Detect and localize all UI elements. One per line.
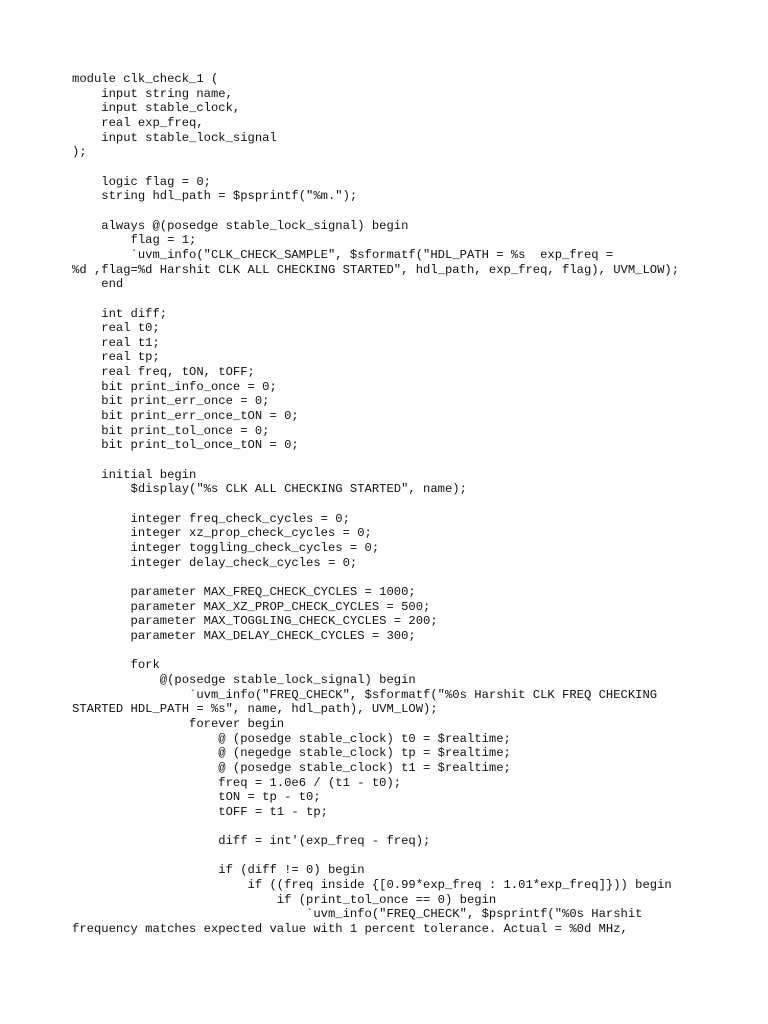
code-line: string hdl_path = $psprintf("%m.");	[72, 189, 358, 204]
code-line: diff = int'(exp_freq - freq);	[72, 834, 431, 849]
code-line: tOFF = t1 - tp;	[72, 804, 328, 819]
code-line: bit print_err_once_tON = 0;	[72, 409, 299, 424]
code-line: @ (posedge stable_clock) t0 = $realtime;	[72, 731, 511, 746]
code-line: real tp;	[72, 350, 160, 365]
code-line: STARTED HDL_PATH = %s", name, hdl_path), UVM_LOW);	[72, 702, 438, 717]
blank-line	[72, 292, 762, 307]
code-line: `uvm_info("CLK_CHECK_SAMPLE", $sformatf("HDL_PATH = %s exp_freq =	[72, 247, 614, 262]
code-line: %d ,flag=%d Harshit CLK ALL CHECKING STARTED", hdl_path, exp_freq, flag), UVM_LOW);	[72, 262, 680, 277]
code-line: input string name,	[72, 86, 233, 101]
code-line: real t1;	[72, 335, 160, 350]
code-line: @(posedge stable_lock_signal) begin	[72, 672, 416, 687]
code-line: bit print_err_once = 0;	[72, 394, 270, 409]
code-line: if (print_tol_once == 0) begin	[72, 892, 497, 907]
code-line: fork	[72, 658, 160, 673]
code-line: int diff;	[72, 306, 168, 321]
blank-line	[72, 644, 762, 659]
blank-line	[72, 453, 762, 468]
code-line: parameter MAX_DELAY_CHECK_CYCLES = 300;	[72, 628, 416, 643]
code-line: parameter MAX_XZ_PROP_CHECK_CYCLES = 500;	[72, 599, 431, 614]
code-line: always @(posedge stable_lock_signal) begin	[72, 218, 409, 233]
code-line: bit print_info_once = 0;	[72, 379, 277, 394]
code-block	[72, 72, 762, 937]
code-line: real t0;	[72, 321, 160, 336]
code-line: real exp_freq,	[72, 115, 204, 130]
blank-line	[72, 204, 762, 219]
code-line: forever begin	[72, 716, 285, 731]
code-line: logic flag = 0;	[72, 174, 211, 189]
code-line: );	[72, 145, 87, 160]
code-line: flag = 1;	[72, 233, 197, 248]
code-line: `uvm_info("FREQ_CHECK", $psprintf("%0s Harshit	[72, 907, 643, 922]
code-line: end	[72, 277, 124, 292]
code-line: integer delay_check_cycles = 0;	[72, 555, 358, 570]
code-line: real freq, tON, tOFF;	[72, 365, 255, 380]
code-line: $display("%s CLK ALL CHECKING STARTED", name);	[72, 482, 467, 497]
code-line: @ (negedge stable_clock) tp = $realtime;	[72, 746, 511, 761]
blank-line	[72, 160, 762, 175]
blank-line	[72, 849, 762, 864]
code-line: tON = tp - t0;	[72, 790, 321, 805]
code-line: frequency matches expected value with 1 percent tolerance. Actual = %0d MHz,	[72, 922, 628, 937]
blank-line	[72, 819, 762, 834]
code-line: integer freq_check_cycles = 0;	[72, 511, 350, 526]
code-line: if (diff != 0) begin	[72, 863, 365, 878]
code-line: integer xz_prop_check_cycles = 0;	[72, 526, 372, 541]
code-line: @ (posedge stable_clock) t1 = $realtime;	[72, 760, 511, 775]
code-line: bit print_tol_once = 0;	[72, 423, 270, 438]
code-line: parameter MAX_FREQ_CHECK_CYCLES = 1000;	[72, 584, 416, 599]
code-line: module clk_check_1 (	[72, 72, 219, 86]
code-line: bit print_tol_once_tON = 0;	[72, 438, 299, 453]
code-line: if ((freq inside {[0.99*exp_freq : 1.01*exp_freq]})) begin	[72, 878, 672, 893]
code-line: freq = 1.0e6 / (t1 - t0);	[72, 775, 402, 790]
blank-line	[72, 570, 762, 585]
code-line: integer toggling_check_cycles = 0;	[72, 541, 380, 555]
code-line: input stable_lock_signal	[72, 130, 277, 145]
code-line: parameter MAX_TOGGLING_CHECK_CYCLES = 200;	[72, 614, 438, 629]
blank-line	[72, 497, 762, 512]
code-line: initial begin	[72, 467, 197, 482]
code-line: input stable_clock,	[72, 101, 241, 116]
code-line: `uvm_info("FREQ_CHECK", $sformatf("%0s Harshit CLK FREQ CHECKING	[72, 687, 658, 702]
